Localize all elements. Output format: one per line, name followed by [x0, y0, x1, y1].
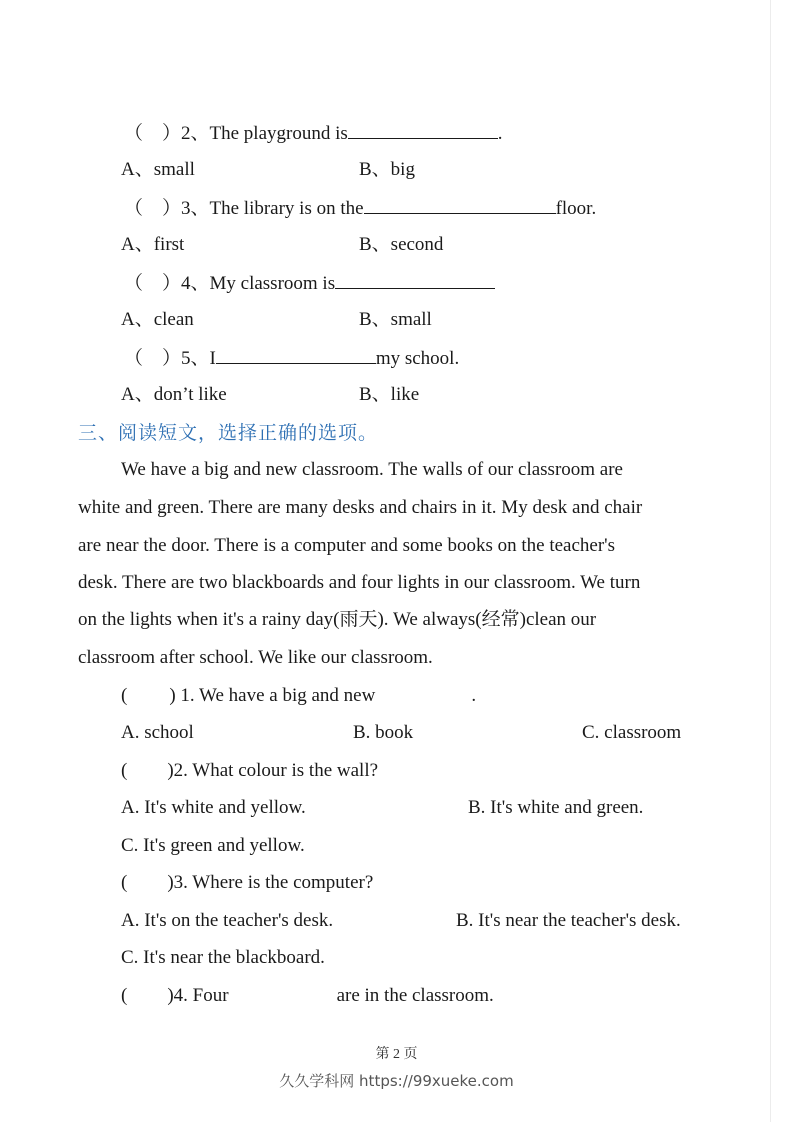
reading-question-4-text: )4. Four	[167, 985, 229, 1006]
reading-question-3-option-c: C. It's near the blackboard.	[121, 947, 325, 968]
reading-question-1	[121, 684, 476, 708]
page-number: 第 2 页	[375, 1047, 418, 1062]
site-watermark[interactable]: 久久学科网 https://99xueke.com	[279, 1072, 514, 1090]
reading-question-2-option-c: C. It's green and yellow.	[121, 835, 305, 856]
question-5-option-b: B、like	[359, 384, 420, 405]
question-5-end: my school.	[375, 348, 460, 369]
question-5-option-a: A、don’t like	[121, 384, 227, 405]
passage-line-3: are near the door. There is a computer and some books on the teacher's	[78, 535, 615, 556]
question-2-stem	[124, 121, 503, 146]
question-2-option-b: B、big	[359, 159, 415, 180]
question-3-option-b: B、second	[359, 234, 444, 255]
answer-paren[interactable]: (	[121, 985, 128, 1006]
question-3-text: （ ）3、The library is on the	[124, 198, 364, 219]
passage-line-5: on the lights when it's a rainy day(雨天). We always(经常)clean our	[78, 609, 597, 630]
reading-question-1-option-c: C. classroom	[582, 722, 682, 743]
reading-question-3-text: )3. Where is the computer?	[167, 872, 374, 893]
reading-question-1-text: ) 1. We have a big and new	[169, 685, 376, 706]
reading-question-1-option-a: A. school	[121, 722, 194, 743]
reading-question-4	[121, 984, 494, 1008]
answer-paren[interactable]: (	[121, 872, 128, 893]
reading-question-3-option-b: B. It's near the teacher's desk.	[456, 910, 681, 931]
answer-paren[interactable]: (	[121, 685, 128, 706]
answer-blank[interactable]	[335, 271, 495, 289]
passage-line-2: white and green. There are many desks and chairs in it. My desk and chair	[78, 497, 643, 518]
question-2-text: （ ）2、The playground is	[124, 123, 348, 144]
question-5-stem	[124, 346, 459, 371]
reading-question-2	[121, 759, 378, 783]
section-3-heading: 三、阅读短文，选择正确的选项。	[78, 422, 379, 444]
answer-blank[interactable]	[216, 346, 376, 364]
question-4-option-b: B、small	[359, 309, 432, 330]
reading-question-2-text: )2. What colour is the wall?	[167, 760, 379, 781]
question-3-stem	[124, 196, 596, 221]
question-2-option-a: A、small	[121, 159, 195, 180]
reading-question-2-option-b: B. It's white and green.	[468, 797, 644, 818]
page-edge-divider	[770, 0, 771, 1122]
passage-line-1: We have a big and new classroom. The walls of our classroom are	[121, 459, 623, 480]
question-2-end: .	[497, 123, 503, 144]
reading-question-2-option-a: A. It's white and yellow.	[121, 797, 306, 818]
question-4-option-a: A、clean	[121, 309, 194, 330]
reading-question-1-option-b: B. book	[353, 722, 414, 743]
answer-blank[interactable]	[364, 196, 556, 214]
question-4-stem	[124, 271, 495, 296]
question-3-option-a: A、first	[121, 234, 185, 255]
reading-question-4-end: are in the classroom.	[336, 985, 494, 1006]
answer-blank[interactable]	[348, 121, 498, 139]
question-5-text: （ ）5、I	[124, 348, 216, 369]
question-4-text: （ ）4、My classroom is	[124, 273, 336, 294]
reading-question-1-end: .	[471, 685, 477, 706]
answer-paren[interactable]: (	[121, 760, 128, 781]
question-3-end: floor.	[555, 198, 597, 219]
passage-line-4: desk. There are two blackboards and four lights in our classroom. We turn	[78, 572, 641, 593]
reading-question-3	[121, 871, 373, 895]
reading-question-3-option-a: A. It's on the teacher's desk.	[121, 910, 334, 931]
passage-line-6: classroom after school. We like our classroom.	[78, 647, 433, 668]
